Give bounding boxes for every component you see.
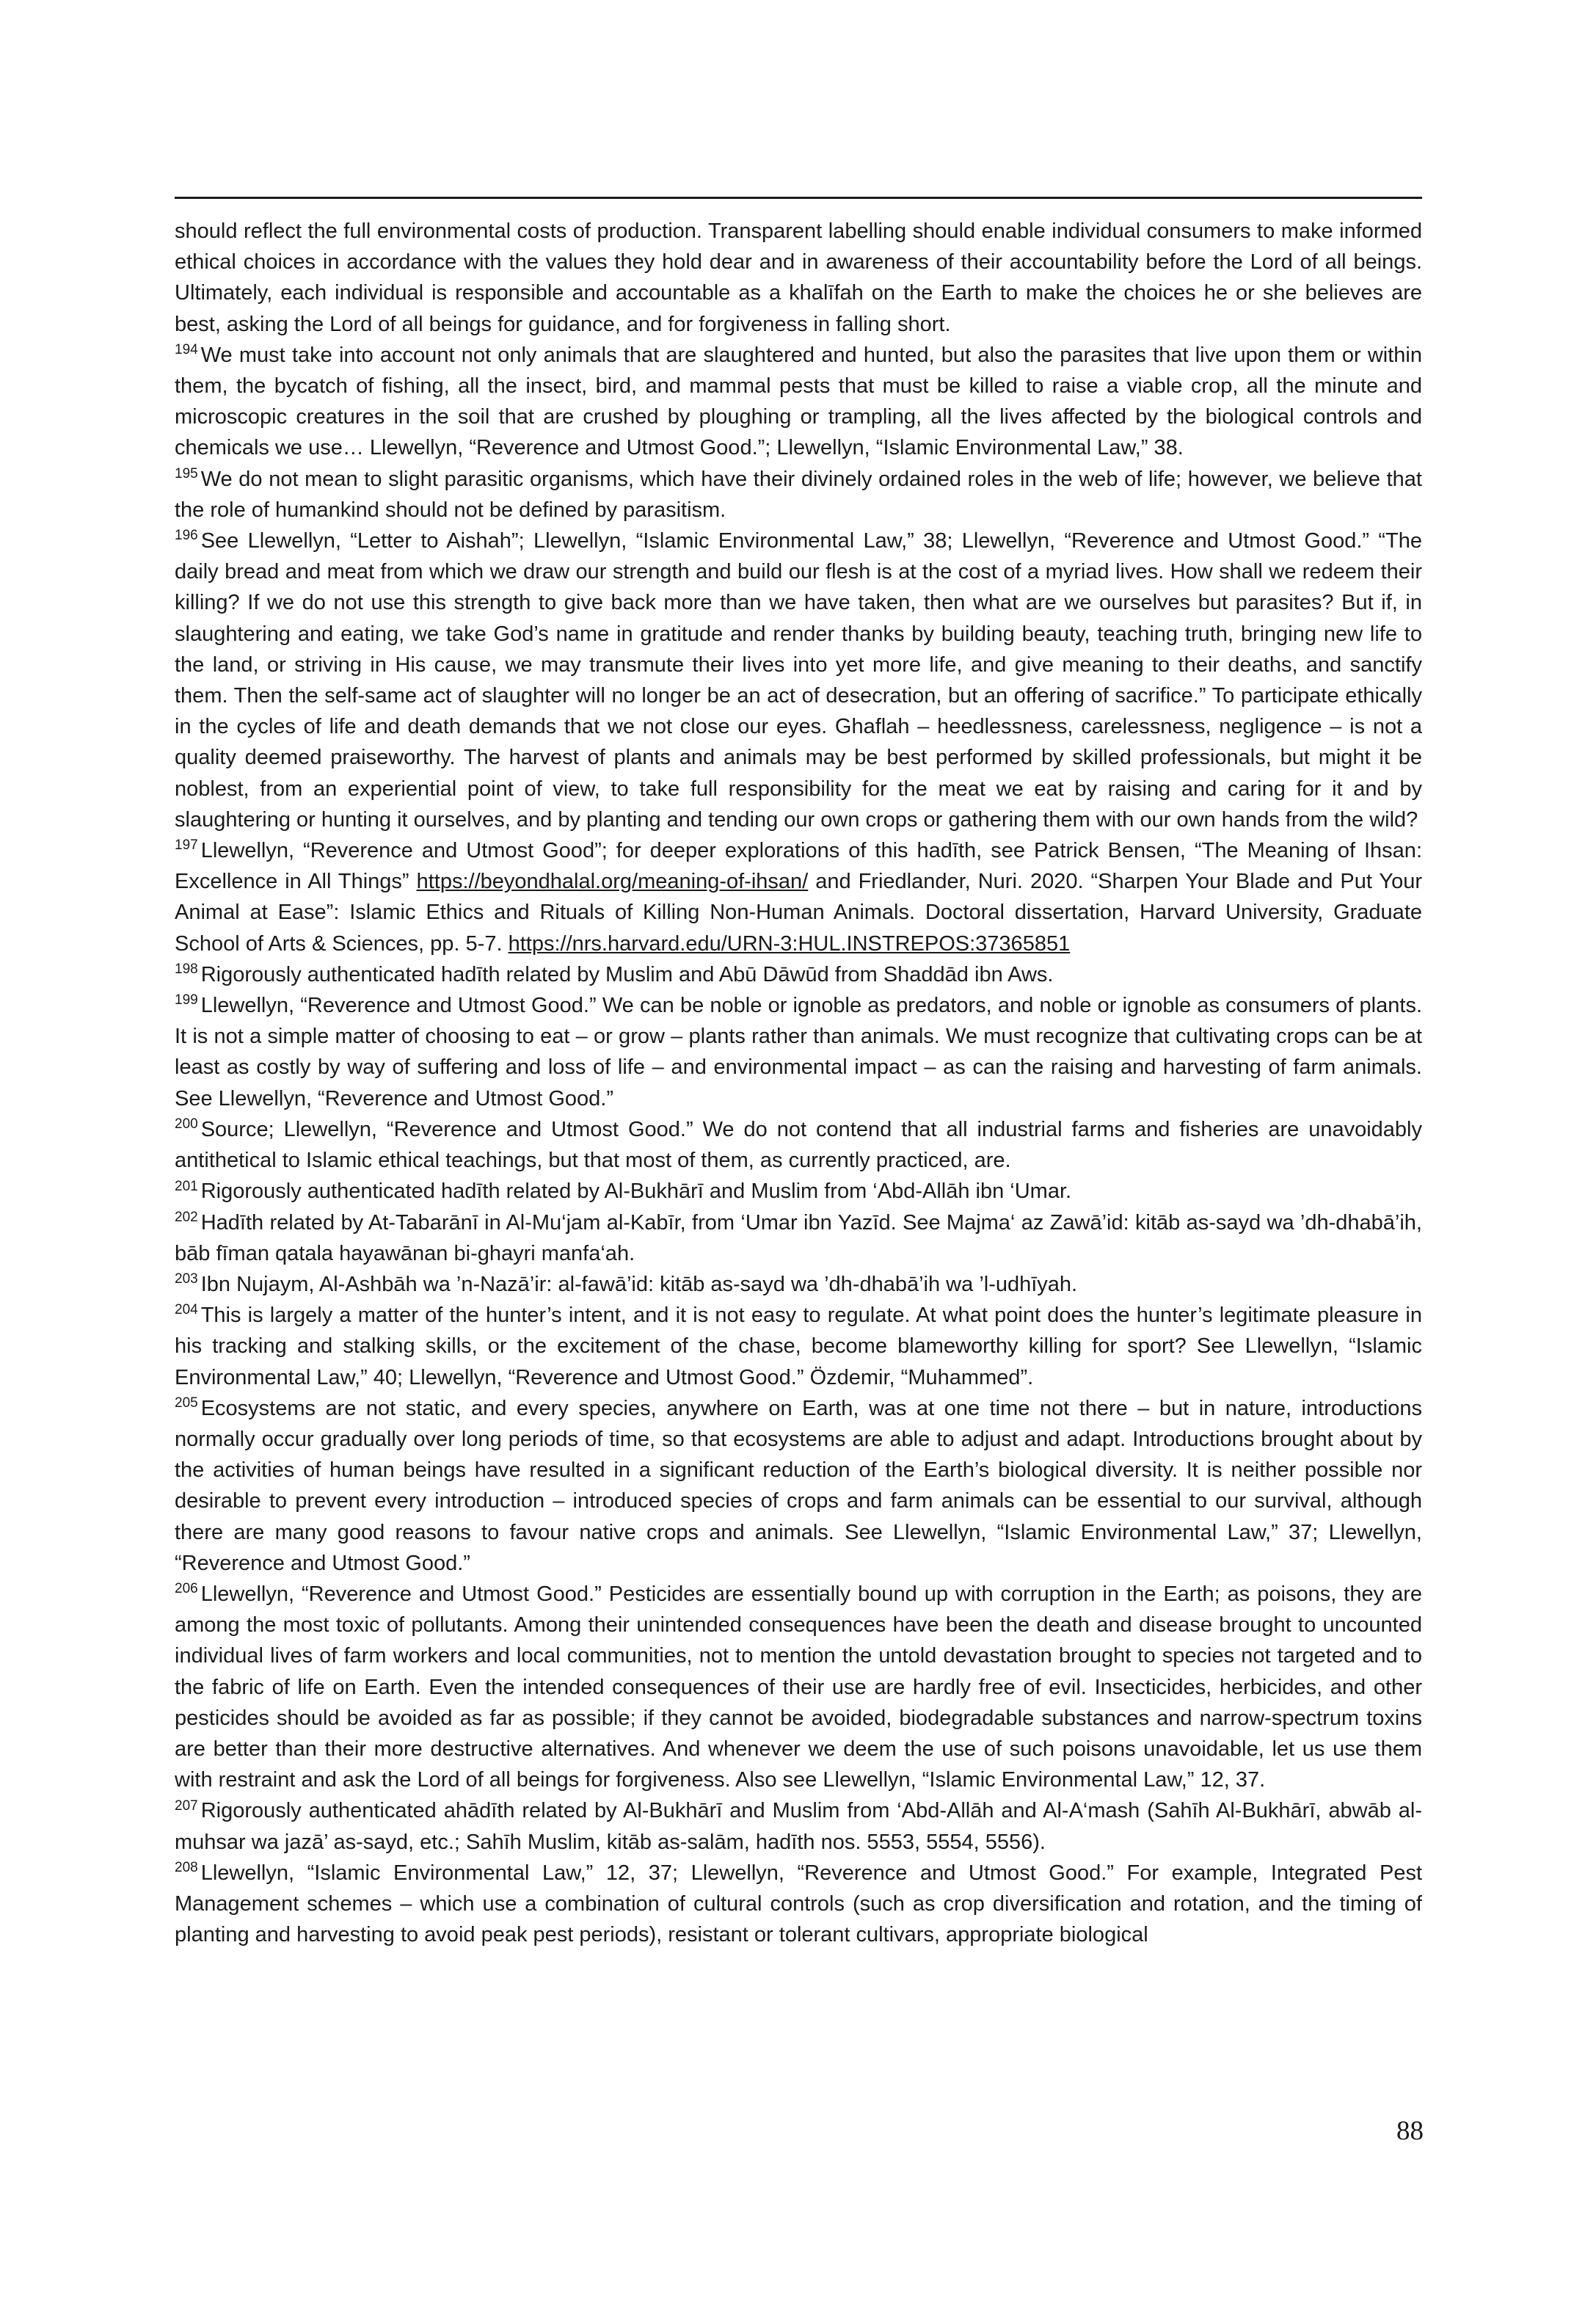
footnote-text: Hadīth related by At-Tabarānī in Al-Mu‘jam al-Kabīr, from ‘Umar ibn Yazīd. See Majma‘ az Zawā’id: kitāb as-sayd wa ’dh-dhabā’ih, bāb fīman qatala hayawānan bi-ghayri manfa‘ah.	[175, 1210, 1422, 1265]
footnote-number: 197	[175, 837, 198, 854]
footnote-number: 206	[175, 1581, 198, 1597]
footnotes-block	[175, 216, 1422, 1950]
footnote-203	[175, 1269, 1422, 1300]
footnote-number: 195	[175, 465, 198, 481]
footnote-text: Source; Llewellyn, “Reverence and Utmost Good.” We do not contend that all industrial farms and fisheries are unavoidably antithetical to Islamic ethical teachings, but that most of them, as currently practiced, are.	[175, 1117, 1422, 1173]
footnote-text: We do not mean to slight parasitic organisms, which have their divinely ordained roles in the web of life; however, we believe that the role of humankind should not be defined by parasitism.	[175, 467, 1422, 522]
footnote-text: Llewellyn, “Islamic Environmental Law,” 12, 37; Llewellyn, “Reverence and Utmost Good.” For example, Integrated Pest Management schemes – which use a combination of cultural controls (such as crop diversification and rotation, and the timing of planting and harvesting to avoid peak pest periods), resistant or tolerant cultivars, appropriate biological	[175, 1861, 1422, 1947]
footnote-separator-rule	[175, 197, 1422, 199]
footnote-number: 207	[175, 1797, 198, 1814]
footnote-197	[175, 835, 1422, 959]
footnote-202	[175, 1207, 1422, 1269]
footnote-198	[175, 959, 1422, 990]
footnote-text: Ecosystems are not static, and every species, anywhere on Earth, was at one time not there – but in nature, introductions normally occur gradually over long periods of time, so that ecosystems are able to adjust and adapt. Introductions brought about by the activities of human beings have resulted in a significant reduction of the Earth’s biological diversity. It is neither possible nor desirable to prevent every introduction – introduced species of crops and farm animals can be essential to our survival, although there are many good reasons to favour native crops and animals. See Llewellyn, “Islamic Environmental Law,” 37; Llewellyn, “Reverence and Utmost Good.”	[175, 1396, 1422, 1575]
footnote-number: 194	[175, 342, 198, 358]
footnote-number: 196	[175, 528, 198, 544]
footnote-204	[175, 1300, 1422, 1393]
footnote-link-harvard[interactable]: https://nrs.harvard.edu/URN-3:HUL.INSTREPOS:37365851	[508, 931, 1071, 956]
footnote-continuation: should reflect the full environmental costs of production. Transparent labelling should enable individual consumers to make informed ethical choices in accordance with the values they hold dear and in awareness of their accountability before the Lord of all beings. Ultimately, each individual is responsible and accountable as a khalīfah on the Earth to make the choices he or she believes are best, asking the Lord of all beings for guidance, and for forgiveness in falling short.	[175, 219, 1422, 336]
footnote-number: 198	[175, 961, 198, 978]
footnote-text: Llewellyn, “Reverence and Utmost Good.” We can be noble or ignoble as predators, and noble or ignoble as consumers of plants. It is not a simple matter of choosing to eat – or grow – plants rather than animals. We must recognize that cultivating crops can be at least as costly by way of suffering and loss of life – and environmental impact – as can the raising and harvesting of farm animals. See Llewellyn, “Reverence and Utmost Good.”	[175, 994, 1422, 1110]
footnote-number: 204	[175, 1302, 198, 1318]
footnote-196	[175, 526, 1422, 835]
footnote-number: 208	[175, 1860, 198, 1876]
footnote-206	[175, 1579, 1422, 1795]
footnote-194	[175, 340, 1422, 464]
footnote-text: Llewellyn, “Reverence and Utmost Good.” Pesticides are essentially bound up with corruption in the Earth; as poisons, they are among the most toxic of pollutants. Among their unintended consequences have been the death and disease brought to uncounted individual lives of farm workers and local communities, not to mention the untold devastation brought to species not targeted and to the fabric of life on Earth. Even the intended consequences of their use are hardly free of evil. Insecticides, herbicides, and other pesticides should be avoided as far as possible; if they cannot be avoided, biodegradable substances and narrow-spectrum toxins are better than their more destructive alternatives. And whenever we deem the use of such poisons unavoidable, let us use them with restraint and ask the Lord of all beings for forgiveness. Also see Llewellyn, “Islamic Environmental Law,” 12, 37.	[175, 1582, 1422, 1792]
footnote-text: Rigorously authenticated hadīth related by Muslim and Abū Dāwūd from Shaddād ibn Aws.	[200, 962, 1054, 986]
page-number: 88	[1396, 2116, 1424, 2146]
footnote-200	[175, 1114, 1422, 1176]
footnote-207	[175, 1795, 1422, 1857]
footnote-text: This is largely a matter of the hunter’s intent, and it is not easy to regulate. At what point does the hunter’s legitimate pleasure in his tracking and stalking skills, or the excitement of the chase, become blameworthy killing for sport? See Llewellyn, “Islamic Environmental Law,” 40; Llewellyn, “Reverence and Utmost Good.” Özdemir, “Muhammed”.	[175, 1304, 1422, 1389]
footnote-208	[175, 1858, 1422, 1951]
footnote-number: 200	[175, 1116, 198, 1133]
footnote-number: 202	[175, 1209, 198, 1225]
footnote-195	[175, 464, 1422, 526]
footnote-text: Llewellyn, “Reverence and Utmost Good”; for deeper explorations of this hadīth, see Patrick Bensen, “The Meaning of Ihsan: Excellence in All Things”	[175, 839, 1422, 894]
footnote-number: 205	[175, 1395, 198, 1411]
footnote-number: 203	[175, 1271, 198, 1287]
footnote-text: See Llewellyn, “Letter to Aishah”; Llewellyn, “Islamic Environmental Law,” 38; Llewellyn, “Reverence and Utmost Good.” “The daily bread and meat from which we draw our strength and build our flesh is at the cost of a myriad lives. How shall we redeem their killing? If we do not use this strength to give back more than we have taken, then what are we ourselves but parasites? But if, in slaughtering and eating, we take God’s name in gratitude and render thanks by building beauty, teaching truth, bringing new life to the land, or striving in His cause, we may transmute their lives into yet more life, and give meaning to their deaths, and sanctify them. Then the self-same act of slaughter will no longer be an act of desecration, but an offering of sacrifice.” To participate ethically in the cycles of life and death demands that we not close our eyes. Ghaflah – heedlessness, carelessness, negligence – is not a quality deemed praiseworthy. The harvest of plants and animals may be best performed by skilled professionals, but might it be noblest, from an experiential point of view, to take full responsibility for the meat we eat by raising and caring for it and by slaughtering or hunting it ourselves, and by planting and tending our own crops or gathering them with our own hands from the wild?	[175, 529, 1422, 832]
footnote-205	[175, 1393, 1422, 1579]
footnote-text: Rigorously authenticated ahādīth related by Al-Bukhārī and Muslim from ‘Abd-Allāh and Al-A‘mash (Sahīh Al-Bukhārī, abwāb al-muhsar wa jazā’ as-sayd, etc.; Sahīh Muslim, kitāb as-salām, hadīth nos. 5553, 5554, 5556).	[175, 1799, 1422, 1854]
footnote-text: Ibn Nujaym, Al-Ashbāh wa ’n-Nazā’ir: al-fawā’id: kitāb as-sayd wa ’dh-dhabā’ih wa ’l-udhīyah.	[200, 1272, 1078, 1296]
footnote-201	[175, 1176, 1422, 1207]
footnote-text: Rigorously authenticated hadīth related by Al-Bukhārī and Muslim from ‘Abd-Allāh ibn ‘Umar.	[200, 1179, 1072, 1204]
footnote-199	[175, 990, 1422, 1114]
footnote-text: We must take into account not only animals that are slaughtered and hunted, but also the parasites that live upon them or within them, the bycatch of fishing, all the insect, bird, and mammal pests that must be killed to raise a viable crop, all the minute and microscopic creatures in the soil that are crushed by ploughing or trampling, all the lives affected by the biological controls and chemicals we use… Llewellyn, “Reverence and Utmost Good.”; Llewellyn, “Islamic Environmental Law,” 38.	[175, 343, 1422, 460]
footnote-link-beyondhalal[interactable]: https://beyondhalal.org/meaning-of-ihsan/	[416, 870, 809, 894]
footnote-text: and Friedlander, Nuri. 2020. “Sharpen Your Blade and Put Your Animal at Ease”: Islamic Ethics and Rituals of Killing Non-Human Animals. Doctoral dissertation, Harvard University, Graduate School of Arts & Sciences, pp. 5-7.	[175, 870, 1422, 956]
footnote-number: 201	[175, 1178, 198, 1194]
footnote-number: 199	[175, 992, 198, 1008]
